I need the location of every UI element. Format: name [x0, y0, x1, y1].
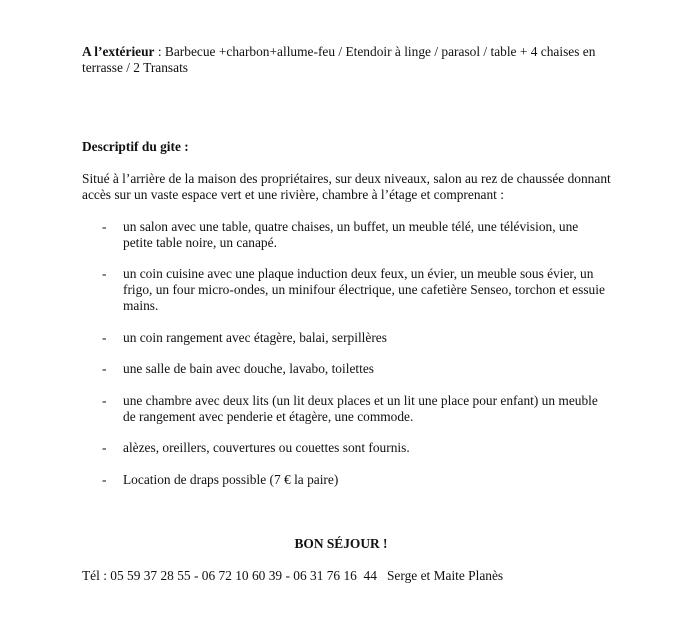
exterior-lead: A l’extérieur — [82, 44, 155, 59]
list-item-text: un salon avec une table, quatre chaises, un buffet, un meuble télé, une télévision, une petite table noire, un canapé. — [123, 219, 579, 250]
list-bullet: - — [102, 266, 107, 281]
list-bullet: - — [102, 393, 107, 408]
exterior-equipment-paragraph — [82, 44, 622, 76]
contact-line: Tél : 05 59 37 28 55 - 06 72 10 60 39 - 06 31 76 16 44 Serge et Maite Planès — [82, 568, 504, 583]
exterior-text: : Barbecue +charbon+allume-feu / Etendoir à linge / parasol / table + 4 chaises en terrasse / 2 Transats — [82, 44, 596, 75]
list-bullet: - — [102, 330, 107, 345]
section-title: Descriptif du gite : — [82, 139, 189, 154]
closing-greeting: BON SÉJOUR ! — [294, 536, 388, 551]
list-item-text: un coin rangement avec étagère, balai, serpillères — [123, 330, 387, 345]
list-bullet: - — [102, 440, 107, 455]
list-bullet: - — [102, 361, 107, 376]
list-item-text: Location de draps possible (7 € la paire) — [123, 472, 339, 487]
list-item-text: une salle de bain avec douche, lavabo, toilettes — [123, 361, 374, 376]
intro-paragraph: Situé à l’arrière de la maison des propriétaires, sur deux niveaux, salon au rez de chaussée donnant accès sur un vaste espace vert et une rivière, chambre à l’étage et comprenant : — [82, 171, 611, 202]
list-item-text: alèzes, oreillers, couvertures ou couettes sont fournis. — [123, 440, 410, 455]
list-bullet: - — [102, 472, 107, 487]
list-item-text: un coin cuisine avec une plaque induction deux feux, un évier, un meuble sous évier, un frigo, un four micro-ondes, un minifour électrique, une cafetière Senseo, torchon et essuie mains. — [123, 266, 605, 313]
list-item-text: une chambre avec deux lits (un lit deux places et un lit une place pour enfant) un meuble de rangement avec penderie et étagère, une commode. — [123, 393, 598, 424]
list-bullet: - — [102, 219, 107, 234]
